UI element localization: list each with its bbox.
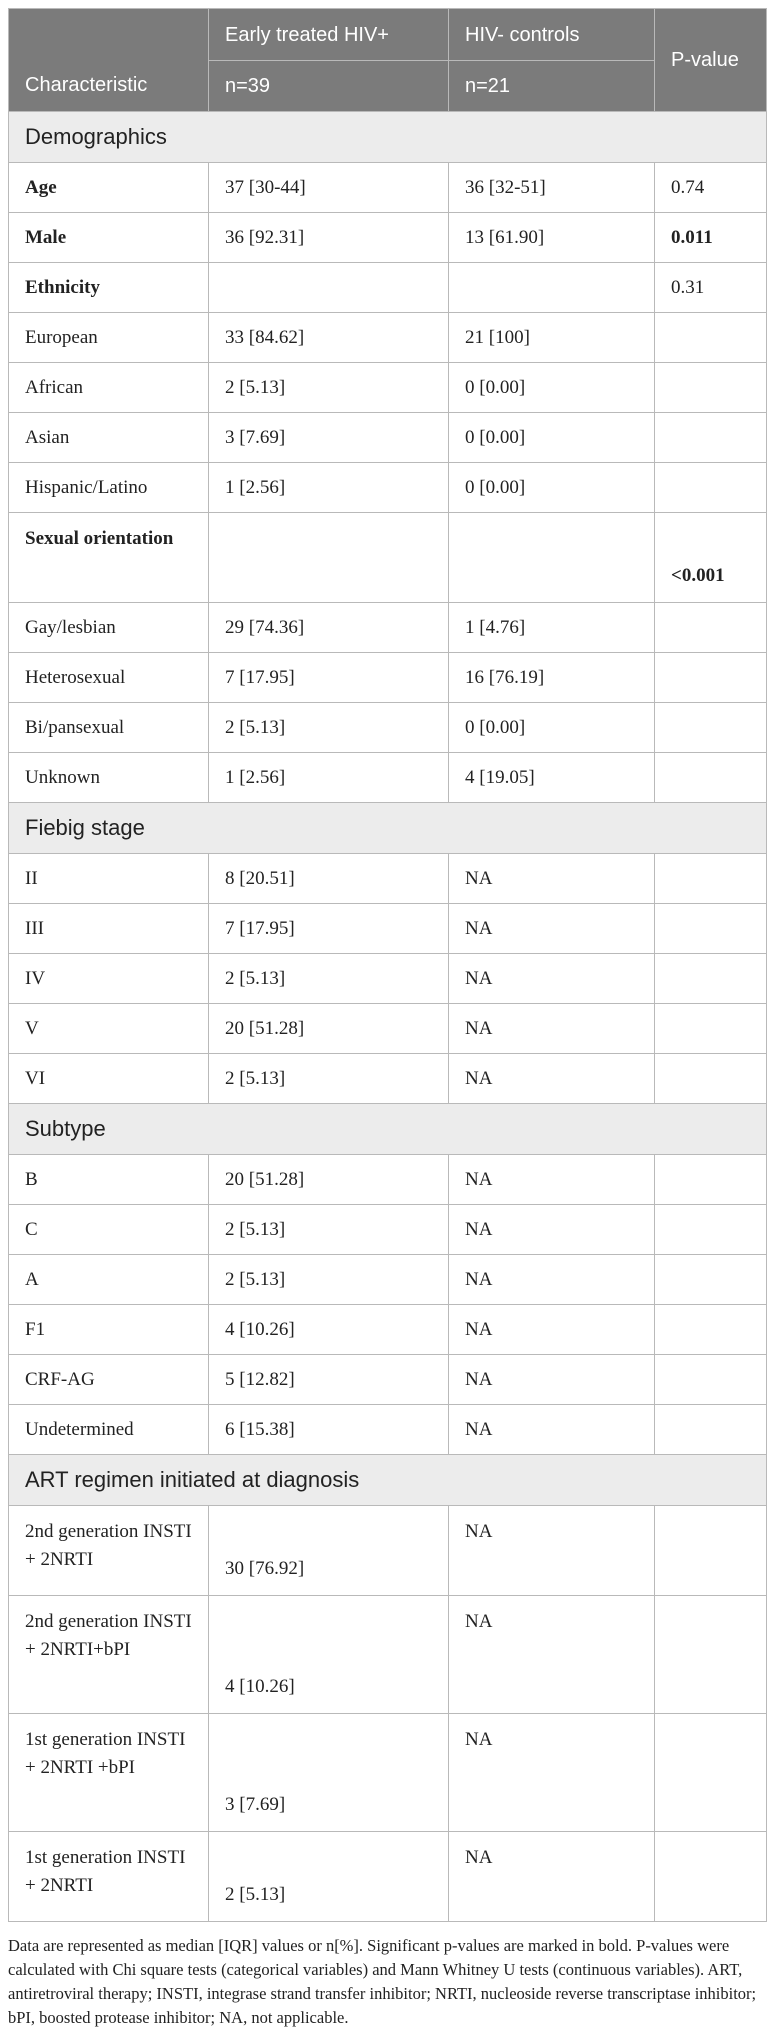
row-group1-cell: 33 [84.62] xyxy=(209,313,449,363)
row-pvalue-cell xyxy=(655,703,767,753)
table-row xyxy=(9,1355,767,1405)
row-group1-cell xyxy=(209,263,449,313)
row-group2-cell: NA xyxy=(449,1405,655,1455)
table-row xyxy=(9,1832,767,1922)
row-group2-cell: NA xyxy=(449,904,655,954)
row-pvalue-cell: 0.74 xyxy=(655,163,767,213)
table-body xyxy=(9,112,767,1922)
table-row xyxy=(9,904,767,954)
row-label-cell: IV xyxy=(9,954,209,1004)
row-pvalue-cell xyxy=(655,1506,767,1596)
row-group2-cell: NA xyxy=(449,1714,655,1832)
row-label-cell: Male xyxy=(9,213,209,263)
row-group2-cell: NA xyxy=(449,954,655,1004)
row-pvalue-cell xyxy=(655,904,767,954)
table-header xyxy=(9,9,767,112)
row-group2-cell: NA xyxy=(449,1054,655,1104)
row-group1-cell: 2 [5.13] xyxy=(209,954,449,1004)
header-group1-name: Early treated HIV+ xyxy=(209,9,449,61)
row-group2-cell: 13 [61.90] xyxy=(449,213,655,263)
row-group2-cell: 21 [100] xyxy=(449,313,655,363)
row-group1-cell: 1 [2.56] xyxy=(209,753,449,803)
row-pvalue-cell xyxy=(655,1405,767,1455)
table-row xyxy=(9,603,767,653)
row-label-cell: C xyxy=(9,1205,209,1255)
table-row xyxy=(9,513,767,603)
row-label-cell: Sexual orientation xyxy=(9,513,209,603)
row-group2-cell: 1 [4.76] xyxy=(449,603,655,653)
row-label-cell: 2nd generation INSTI + 2NRTI+bPI xyxy=(9,1596,209,1714)
section-title: Demographics xyxy=(9,112,767,163)
row-group1-cell: 20 [51.28] xyxy=(209,1004,449,1054)
row-label-cell: A xyxy=(9,1255,209,1305)
row-label-cell: B xyxy=(9,1155,209,1205)
table-footnote: Data are represented as median [IQR] values or n[%]. Significant p-values are marked in bold. P-values were calculated with Chi square tests (categorical variables) and Mann Whitney U tests (continuous variables). ART, antiretroviral therapy; INSTI, integrase strand transfer inhibitor; NRTI, nucleoside reverse transcriptase inhibitor; bPI, boosted protease inhibitor; NA, not applicable. xyxy=(8,1936,757,2027)
row-pvalue-cell xyxy=(655,1355,767,1405)
row-pvalue-cell xyxy=(655,463,767,513)
table-row xyxy=(9,1506,767,1596)
row-label-cell: 2nd generation INSTI + 2NRTI xyxy=(9,1506,209,1596)
row-label-cell: Hispanic/Latino xyxy=(9,463,209,513)
row-pvalue-cell xyxy=(655,603,767,653)
row-pvalue-cell xyxy=(655,753,767,803)
row-pvalue-cell xyxy=(655,854,767,904)
row-label-cell: Undetermined xyxy=(9,1405,209,1455)
row-pvalue-cell xyxy=(655,653,767,703)
header-group1-n: n=39 xyxy=(209,61,449,112)
table-row xyxy=(9,413,767,463)
table-row xyxy=(9,753,767,803)
row-label-cell: VI xyxy=(9,1054,209,1104)
table-row xyxy=(9,703,767,753)
row-pvalue-cell: 0.31 xyxy=(655,263,767,313)
row-group2-cell: NA xyxy=(449,1255,655,1305)
row-label-cell: Heterosexual xyxy=(9,653,209,703)
row-group1-cell: 7 [17.95] xyxy=(209,653,449,703)
row-group1-cell: 8 [20.51] xyxy=(209,854,449,904)
table-row xyxy=(9,1155,767,1205)
row-group2-cell: 0 [0.00] xyxy=(449,463,655,513)
table-row xyxy=(9,1054,767,1104)
table-row xyxy=(9,954,767,1004)
row-pvalue-cell: <0.001 xyxy=(655,513,767,603)
row-group1-cell: 2 [5.13] xyxy=(209,1054,449,1104)
row-pvalue-cell: 0.011 xyxy=(655,213,767,263)
row-group1-cell: 30 [76.92] xyxy=(209,1506,449,1596)
row-label-cell: F1 xyxy=(9,1305,209,1355)
header-characteristic: Characteristic xyxy=(9,9,209,112)
row-label-cell: European xyxy=(9,313,209,363)
row-label-cell: III xyxy=(9,904,209,954)
row-group2-cell: NA xyxy=(449,1205,655,1255)
row-group2-cell: NA xyxy=(449,1596,655,1714)
row-group2-cell: NA xyxy=(449,1355,655,1405)
row-label-cell: 1st generation INSTI + 2NRTI +bPI xyxy=(9,1714,209,1832)
header-group2-name: HIV- controls xyxy=(449,9,655,61)
table-row xyxy=(9,313,767,363)
table-container xyxy=(8,8,766,2030)
row-group2-cell: 0 [0.00] xyxy=(449,413,655,463)
row-group1-cell: 5 [12.82] xyxy=(209,1355,449,1405)
table-row xyxy=(9,1596,767,1714)
row-group2-cell: 4 [19.05] xyxy=(449,753,655,803)
row-label-cell: 1st generation INSTI + 2NRTI xyxy=(9,1832,209,1922)
row-group2-cell xyxy=(449,513,655,603)
row-label-cell: Asian xyxy=(9,413,209,463)
row-label-cell: CRF-AG xyxy=(9,1355,209,1405)
row-pvalue-cell xyxy=(655,1255,767,1305)
row-label-cell: Gay/lesbian xyxy=(9,603,209,653)
row-group1-cell: 3 [7.69] xyxy=(209,413,449,463)
row-group1-cell: 7 [17.95] xyxy=(209,904,449,954)
row-group1-cell: 36 [92.31] xyxy=(209,213,449,263)
row-label-cell: V xyxy=(9,1004,209,1054)
table-row xyxy=(9,854,767,904)
row-pvalue-cell xyxy=(655,1714,767,1832)
row-pvalue-cell xyxy=(655,1054,767,1104)
table-row xyxy=(9,1255,767,1305)
header-pvalue: P-value xyxy=(655,9,767,112)
section-row xyxy=(9,803,767,854)
row-pvalue-cell xyxy=(655,1832,767,1922)
row-label-cell: African xyxy=(9,363,209,413)
row-pvalue-cell xyxy=(655,1305,767,1355)
row-group2-cell: NA xyxy=(449,1506,655,1596)
row-group2-cell: 0 [0.00] xyxy=(449,703,655,753)
table-row xyxy=(9,463,767,513)
row-group2-cell: NA xyxy=(449,1155,655,1205)
row-pvalue-cell xyxy=(655,1004,767,1054)
row-label-cell: II xyxy=(9,854,209,904)
row-group2-cell: 16 [76.19] xyxy=(449,653,655,703)
table-row xyxy=(9,1004,767,1054)
row-group1-cell: 3 [7.69] xyxy=(209,1714,449,1832)
row-group1-cell: 4 [10.26] xyxy=(209,1305,449,1355)
section-title: ART regimen initiated at diagnosis xyxy=(9,1455,767,1506)
row-group2-cell: NA xyxy=(449,854,655,904)
row-group1-cell: 6 [15.38] xyxy=(209,1405,449,1455)
row-label-cell: Age xyxy=(9,163,209,213)
row-group1-cell: 2 [5.13] xyxy=(209,363,449,413)
row-pvalue-cell xyxy=(655,954,767,1004)
row-label-cell: Ethnicity xyxy=(9,263,209,313)
table-row xyxy=(9,263,767,313)
row-group1-cell xyxy=(209,513,449,603)
section-row xyxy=(9,1455,767,1506)
table-row xyxy=(9,1405,767,1455)
row-pvalue-cell xyxy=(655,363,767,413)
row-group2-cell: NA xyxy=(449,1832,655,1922)
row-pvalue-cell xyxy=(655,413,767,463)
characteristics-table xyxy=(8,8,767,1922)
row-group1-cell: 29 [74.36] xyxy=(209,603,449,653)
section-title: Fiebig stage xyxy=(9,803,767,854)
table-row xyxy=(9,653,767,703)
row-group1-cell: 4 [10.26] xyxy=(209,1596,449,1714)
row-label-cell: Unknown xyxy=(9,753,209,803)
row-group1-cell: 2 [5.13] xyxy=(209,703,449,753)
table-row xyxy=(9,163,767,213)
row-group1-cell: 20 [51.28] xyxy=(209,1155,449,1205)
section-row xyxy=(9,1104,767,1155)
row-group1-cell: 2 [5.13] xyxy=(209,1832,449,1922)
row-group1-cell: 37 [30-44] xyxy=(209,163,449,213)
row-group2-cell xyxy=(449,263,655,313)
row-group2-cell: 36 [32-51] xyxy=(449,163,655,213)
row-group2-cell: NA xyxy=(449,1305,655,1355)
section-title: Subtype xyxy=(9,1104,767,1155)
row-pvalue-cell xyxy=(655,313,767,363)
row-pvalue-cell xyxy=(655,1596,767,1714)
row-pvalue-cell xyxy=(655,1155,767,1205)
row-label-cell: Bi/pansexual xyxy=(9,703,209,753)
table-row xyxy=(9,1714,767,1832)
row-group1-cell: 2 [5.13] xyxy=(209,1255,449,1305)
table-row xyxy=(9,213,767,263)
section-row xyxy=(9,112,767,163)
table-row xyxy=(9,1305,767,1355)
row-pvalue-cell xyxy=(655,1205,767,1255)
table-row xyxy=(9,363,767,413)
header-group2-n: n=21 xyxy=(449,61,655,112)
row-group2-cell: NA xyxy=(449,1004,655,1054)
row-group2-cell: 0 [0.00] xyxy=(449,363,655,413)
row-group1-cell: 1 [2.56] xyxy=(209,463,449,513)
table-row xyxy=(9,1205,767,1255)
row-group1-cell: 2 [5.13] xyxy=(209,1205,449,1255)
